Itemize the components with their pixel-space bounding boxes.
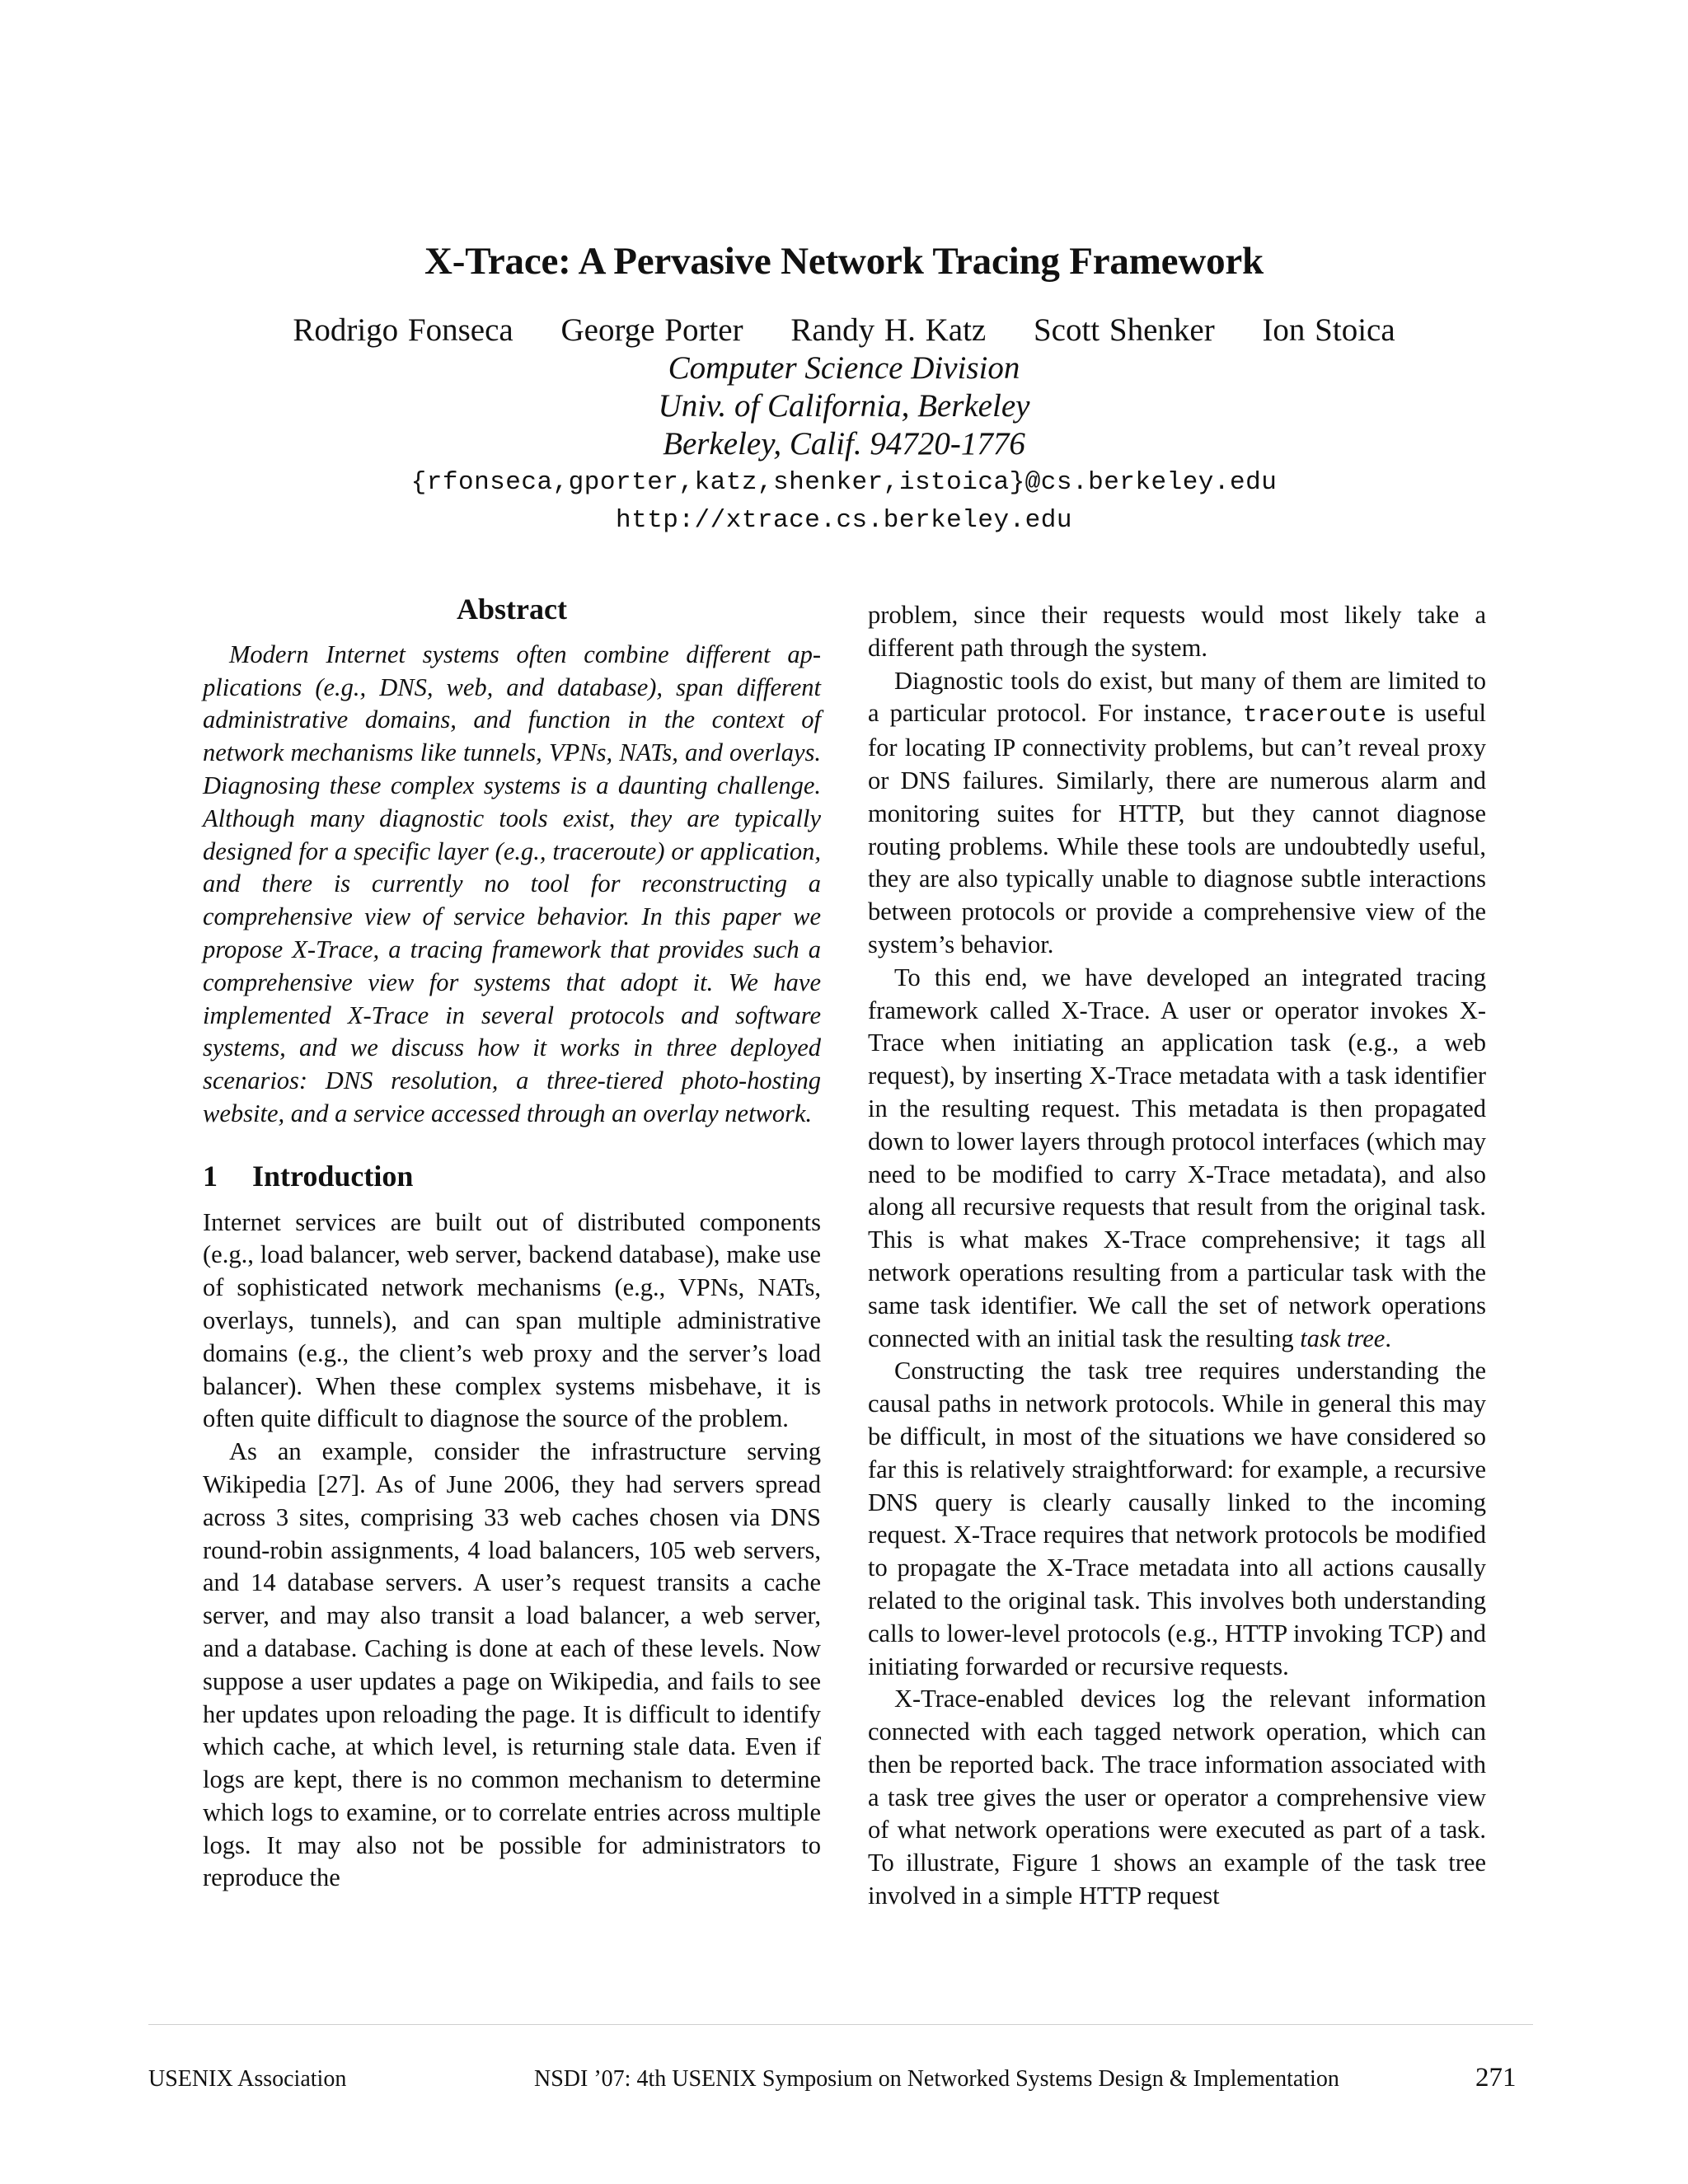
right-paragraph-3: To this end, we have developed an integrated tracing framework called X-Trace. A user or operator invokes X-Trace when initiating an application task (e.g., a web request), by inserting X-Trace metadata with a task identifier in the resulting request. This metadata is then propagated down to lower layers through protocol interfaces (which may need to be modified to carry X-Trace metadata), and also along all recursive requests that result from the original task. This is what makes X-Trace comprehensive; it tags all network operations resulting from a particular task with the same task identifier. We call the set of network operations connected with an initial task the resulting task tree. [868,963,1486,1352]
author-emails: {rfonseca,gporter,katz,shenker,istoica}@cs.berkeley.edu [410,468,1278,497]
author-list [0,312,1688,349]
abstract-text: Modern Internet systems often combine different applications (e.g., DNS, web, and database), span different administrative domains, and function in the context of network mechanisms like tunnels, VPNs, NATs, and overlays. Diagnosing these complex systems is a daunting challenge. Although many diagnostic tools exist, they are typically designed for a specific layer (e.g., traceroute) or application, and there is currently no tool for reconstructing a comprehensive view of service behavior. In this paper we propose X-Trace, a tracing framework that provides such a comprehensive view for systems that adopt it. We have implemented X-Trace in several protocols and software systems, and we discuss how it works in three deployed scenarios: DNS resolution, a three-tiered photo-hosting website, and a service accessed through an overlay network. [203,640,821,1127]
affiliation-address: Berkeley, Calif. 94720-1776 [663,426,1025,462]
right-paragraph-2: Diagnostic tools do exist, but many of them are limited to a particular protocol. For instance, traceroute is useful for locating IP connectivity problems, but can’t reveal proxy or DNS failures. Similarly, there are numerous alarm and monitoring suites for HTTP, but they cannot diagnose routing problems. While these tools are undoubtedly useful, they are also typically unable to diagnose subtle interactions between protocols or provide a comprehensive view of the system’s behavior. [868,666,1486,958]
affiliation-university: Univ. of California, Berkeley [658,388,1030,424]
author: Scott Shenker [1033,312,1215,348]
footer-association: USENIX Association [148,2066,347,2092]
right-paragraph-5: X-Trace-enabled devices log the relevant information connected with each tagged network operation, which can then be reported back. The trace information associated with a task tree gives the user or operator a comprehensive view of what network operations were executed as part of a task. To illustrate, Figure 1 shows an example of the task tree involved in a simple HTTP request [868,1685,1486,1910]
section-number: 1 [203,1159,218,1193]
intro-paragraph-2: As an example, consider the infrastructure serving Wikipedia [27]. As of June 2006, they had servers spread across 3 sites, comprising 33 web caches chosen via DNS round-robin assignments, 4 load balancers, 105 web servers, and 14 database servers. A user’s request transits a cache server, and may also transit a load balancer, a web server, and a database. Caching is done at each of these levels. Now suppose a user updates a page on Wikipedia, and fails to see her updates upon reloading the page. It is difficult to identify which cache, at which level, is returning stale data. Even if logs are kept, there is no common mechanism to determine which logs to examine, or to correlate entries across multiple logs. It may also not be possible for administrators to reproduce the [203,1437,821,1892]
affiliation-division: Computer Science Division [668,350,1020,386]
intro-paragraph-1: Internet services are built out of distributed components (e.g., load balancer, web server, backend database), make use of sophisticated network mechanisms (e.g., VPNs, NATs, overlays, tunnels), and can span multiple administrative domains (e.g., the client’s web proxy and the server’s load balancer). When these complex systems misbehave, it is often quite difficult to diagnose the source of the problem. [203,1207,821,1433]
abstract-heading: Abstract [457,593,567,626]
project-url: http://xtrace.cs.berkeley.edu [616,506,1072,535]
paper-title: X-Trace: A Pervasive Network Tracing Framework [424,240,1264,283]
right-paragraph-1: problem, since their requests would most likely take a different path through the system. [868,601,1486,662]
author: George Porter [560,312,743,348]
footer-venue: NSDI ’07: 4th USENIX Symposium on Networked Systems Design & Implementation [534,2066,1339,2092]
left-column [203,593,821,1895]
section-title: Introduction [252,1159,414,1193]
author: Randy H. Katz [790,312,987,348]
author: Ion Stoica [1262,312,1395,348]
emphasis-task-tree: task tree [1300,1324,1386,1352]
right-paragraph-4: Constructing the task tree requires understanding the causal paths in network protocols. While in general this may be difficult, in most of the situations we have considered so far this is relatively straightforward: for example, a recursive DNS query is clearly causally linked to the incoming request. X-Trace requires that network protocols be modified to propagate the X-Trace metadata into all actions causally related to the original task. This involves both understanding calls to lower-level protocols (e.g., HTTP invoking TCP) and initiating forwarded or recursive requests. [868,1357,1486,1680]
page-number: 271 [1475,2063,1517,2093]
author: Rodrigo Fonseca [293,312,513,348]
footer-divider [148,2024,1533,2025]
right-column [868,599,1486,1913]
section-heading-introduction [203,1160,821,1193]
inline-code-traceroute: traceroute [1242,701,1386,729]
